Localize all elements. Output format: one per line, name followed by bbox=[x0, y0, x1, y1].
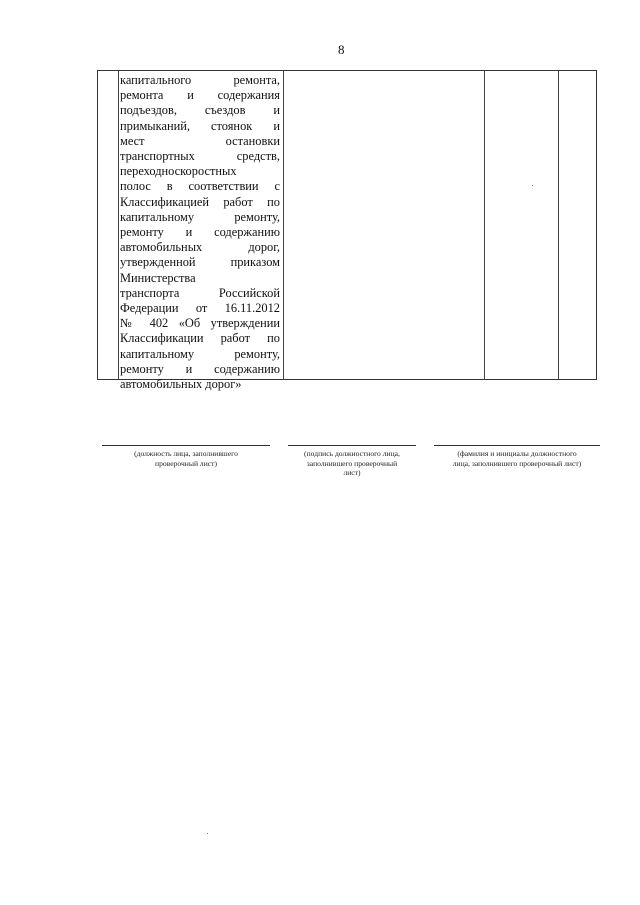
page-number: 8 bbox=[338, 42, 345, 57]
text-line: транспорта Российской bbox=[120, 285, 280, 300]
text-line: капитальному ремонту, bbox=[120, 209, 280, 224]
column-divider bbox=[484, 71, 485, 379]
text-line: ремонту и содержанию bbox=[120, 225, 280, 240]
scan-speck bbox=[532, 185, 533, 186]
signature-line bbox=[288, 445, 416, 446]
text-line: № 402 «Об утверждении bbox=[120, 316, 280, 331]
text-line: мест остановки bbox=[120, 133, 280, 148]
scan-speck bbox=[207, 833, 208, 834]
text-line: автомобильных дорог» bbox=[120, 377, 242, 392]
column-divider bbox=[118, 71, 119, 379]
text-line: Классификацией работ по bbox=[120, 194, 280, 209]
caption: (фамилия и инициалы должностного bbox=[457, 449, 577, 458]
text-line: автомобильных дорог, bbox=[120, 240, 280, 255]
text-line: Министерства bbox=[120, 270, 196, 285]
signature-name bbox=[434, 445, 600, 468]
text-line: полос в соответствии с bbox=[120, 179, 280, 194]
column-divider bbox=[283, 71, 284, 379]
checklist-table bbox=[97, 70, 597, 392]
signature-line bbox=[434, 445, 600, 446]
caption: лица, заполнившего проверочный лист) bbox=[452, 458, 582, 468]
caption: (подпись должностного лица, bbox=[304, 449, 400, 458]
text-line: подъездов, съездов и bbox=[120, 103, 280, 118]
text-line: утвержденной приказом bbox=[120, 255, 280, 270]
text-line: Классификации работ по bbox=[120, 331, 280, 346]
caption: проверочный лист) bbox=[155, 458, 217, 468]
text-line: ремонту и содержанию bbox=[120, 361, 280, 376]
text-line: ремонта и содержания bbox=[120, 88, 280, 103]
caption: лист) bbox=[343, 468, 361, 477]
text-line: транспортных средств, bbox=[120, 149, 280, 164]
requirement-description bbox=[120, 73, 280, 392]
column-divider bbox=[558, 71, 559, 379]
text-line: переходноскоростных bbox=[120, 164, 237, 179]
signature-position bbox=[102, 445, 270, 468]
text-line: капитальному ремонту, bbox=[120, 346, 280, 361]
text-line: капитального ремонта, bbox=[120, 73, 280, 87]
text-line: Федерации от 16.11.2012 bbox=[120, 301, 280, 316]
text-line: примыканий, стоянок и bbox=[120, 118, 280, 133]
caption: заполнившего проверочный bbox=[306, 458, 398, 468]
signature-line bbox=[102, 445, 270, 446]
caption: (должность лица, заполнившего bbox=[134, 449, 238, 458]
signature-signature bbox=[288, 445, 416, 478]
